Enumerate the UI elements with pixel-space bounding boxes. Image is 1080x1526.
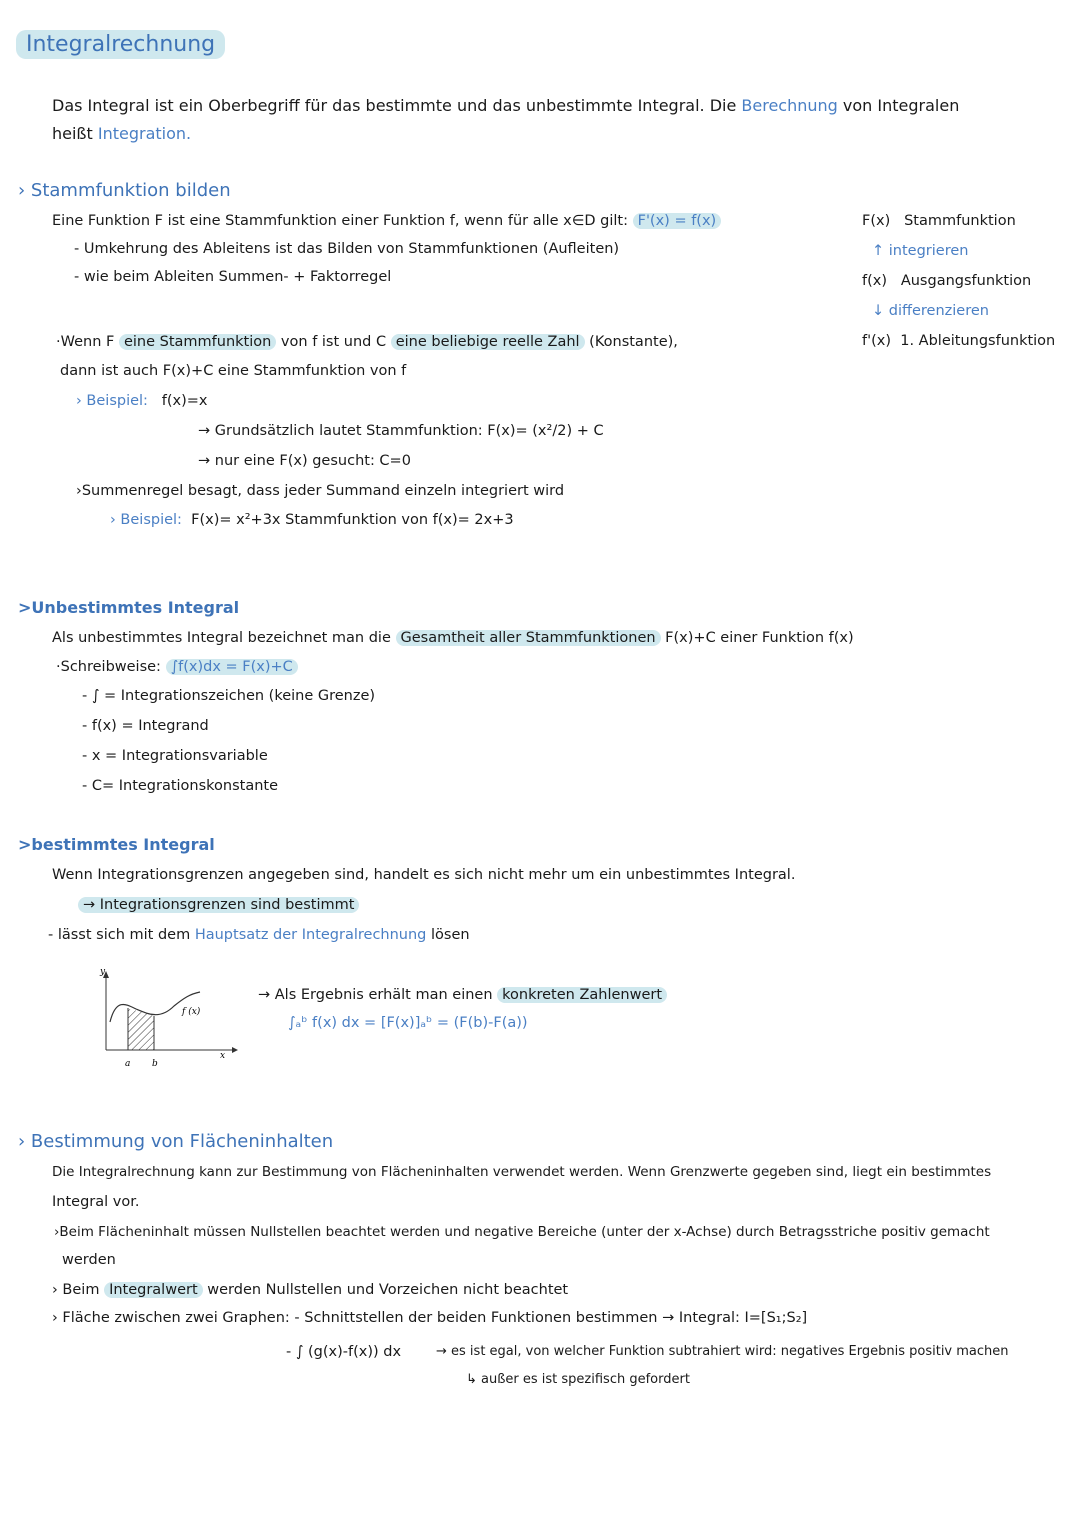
bound-b-label: b <box>152 1059 158 1069</box>
highlight-reelle-zahl: eine beliebige reelle Zahl <box>391 334 585 350</box>
unbestimmt-notation: ·Schreibweise: ∫f(x)dx = F(x)+C <box>56 658 298 676</box>
flaeche-note-1: → es ist egal, von welcher Funktion subtrahiert wird: negatives Ergebnis positiv machen <box>436 1344 1009 1359</box>
bestimmt-line-1: Wenn Integrationsgrenzen angegeben sind, handelt es sich nicht mehr um ein unbestimmtes Integral. <box>52 867 796 883</box>
highlight-stammfunktion: eine Stammfunktion <box>119 334 276 350</box>
section-heading-flaeche: › Bestimmung von Flächeninhalten <box>18 1131 334 1152</box>
example-label: › Beispiel: <box>110 512 182 528</box>
example-label: › Beispiel: <box>76 393 148 409</box>
sidebar-row-integrieren: ↑ integrieren <box>872 243 969 259</box>
flaeche-line-4: werden <box>62 1252 116 1268</box>
heading-text: bestimmtes Integral <box>31 835 215 854</box>
highlight-integralwert: Integralwert <box>104 1282 203 1298</box>
text: Wenn F <box>60 334 119 350</box>
stamm-constant-line-1: ·Wenn F eine Stammfunktion von f ist und C eine beliebige reelle Zahl (Konstante), <box>56 334 678 350</box>
bestimmt-line-3 <box>48 926 470 944</box>
label: Beispiel: <box>120 512 182 528</box>
text: - lässt sich mit dem <box>48 927 195 943</box>
stamm-example-2 <box>110 511 514 529</box>
heading-text: Unbestimmtes Integral <box>31 598 240 617</box>
sidebar-row-ausgangsfunktion <box>862 272 1031 290</box>
fn: f(x) <box>862 273 887 289</box>
flaeche-formula: - ∫ (g(x)-f(x)) dx <box>286 1344 402 1360</box>
heading-text: Stammfunktion bilden <box>30 180 231 201</box>
text: F(x)+C einer Funktion f(x) <box>660 630 854 646</box>
text: von f ist und C <box>276 334 391 350</box>
section-heading-stammfunktion: › Stammfunktion bilden <box>18 180 231 201</box>
intro-term-integration: Integration. <box>97 124 192 143</box>
intro-text: Das Integral ist ein Oberbegriff für das bestimmte und das unbestimmte Integral. Die <box>52 96 742 115</box>
bestimmt-result <box>258 986 667 1004</box>
label: 1. Ableitungsfunktion <box>900 333 1056 349</box>
example-text: F(x)= x²+3x Stammfunktion von f(x)= 2x+3 <box>191 512 514 528</box>
text: Beim <box>62 1282 105 1298</box>
list-item: - C= Integrationskonstante <box>82 778 279 794</box>
text: Als unbestimmtes Integral bezeichnet man die <box>52 630 396 646</box>
fn: f'(x) <box>862 333 891 349</box>
unbestimmt-definition <box>52 629 854 647</box>
highlight-gesamtheit: Gesamtheit aller Stammfunktionen <box>396 630 661 646</box>
hauptsatz-term: Hauptsatz der Integralrechnung <box>194 927 427 943</box>
flaeche-line-5: › Beim Integralwert werden Nullstellen und Vorzeichen nicht beachtet <box>52 1282 569 1298</box>
x-axis-arrow <box>232 1047 238 1053</box>
stamm-example <box>76 392 208 410</box>
example-function: f(x)=x <box>161 393 208 409</box>
flaeche-line-6: › Fläche zwischen zwei Graphen: - Schnittstellen der beiden Funktionen bestimmen → Integral: I=[S₁;S₂] <box>52 1310 808 1326</box>
section-heading-unbestimmt: >Unbestimmtes Integral <box>18 598 240 617</box>
y-label: y <box>100 967 106 977</box>
flaeche-line-1: Die Integralrechnung kann zur Bestimmung von Flächeninhalten verwendet werden. Wenn Grenzwerte gegeben sind, liegt ein bestimmtes <box>52 1164 992 1180</box>
label: Beispiel: <box>86 393 148 409</box>
text: Fläche zwischen zwei Graphen: - Schnittstellen der beiden Funktionen bestimmen → Integral: I=[S₁;S₂] <box>62 1310 808 1326</box>
list-item: - ∫ = Integrationszeichen (keine Grenze) <box>82 688 376 704</box>
flaeche-note-2: ↳ außer es ist spezifisch gefordert <box>466 1372 690 1387</box>
section-heading-bestimmt: >bestimmtes Integral <box>18 835 215 854</box>
intro-line-1 <box>52 96 959 116</box>
curve-label: f (x) <box>182 1007 201 1017</box>
notation-formula: ∫f(x)dx = F(x)+C <box>166 659 298 675</box>
integral-graph <box>92 962 242 1072</box>
highlight-zahlenwert: konkreten Zahlenwert <box>497 987 667 1003</box>
sidebar-row-differenzieren: ↓ differenzieren <box>872 303 989 319</box>
flaeche-line-3: ›Beim Flächeninhalt müssen Nullstellen beachtet werden und negative Bereiche (unter der x-Achse) durch Betragsstriche positiv gemacht <box>54 1224 990 1240</box>
list-item: - f(x) = Integrand <box>82 718 209 734</box>
label: Stammfunktion <box>904 213 1016 229</box>
def-formula: F'(x) = f(x) <box>633 213 722 229</box>
list-item: - x = Integrationsvariable <box>82 748 268 764</box>
bestimmt-formula: ∫ₐᵇ f(x) dx = [F(x)]ₐᵇ = (F(b)-F(a)) <box>288 1015 528 1031</box>
text: werden Nullstellen und Vorzeichen nicht beachtet <box>202 1282 569 1298</box>
fn: F(x) <box>862 213 891 229</box>
flaeche-line-2: Integral vor. <box>52 1194 140 1210</box>
stamm-example-result-2: → nur eine F(x) gesucht: C=0 <box>198 453 411 469</box>
page-title: Integralrechnung <box>16 30 225 59</box>
intro-text: heißt <box>52 124 98 143</box>
stamm-example-result-1: → Grundsätzlich lautet Stammfunktion: F(x)= (x²/2) + C <box>198 423 604 439</box>
def-text: Eine Funktion F ist eine Stammfunktion einer Funktion f, wenn für alle x∈D gilt: <box>52 213 628 229</box>
intro-text: von Integralen <box>837 96 960 115</box>
bestimmt-line-2 <box>78 896 359 914</box>
text: → Als Ergebnis erhält man einen <box>258 987 498 1003</box>
text: Summenregel besagt, dass jeder Summand einzeln integriert wird <box>81 483 565 499</box>
label: Ausgangsfunktion <box>900 273 1032 289</box>
text: (Konstante), <box>584 334 678 350</box>
heading-text: Bestimmung von Flächeninhalten <box>30 1131 334 1152</box>
bound-a-label: a <box>125 1059 131 1069</box>
sidebar-row-stammfunktion <box>862 212 1016 230</box>
x-label: x <box>220 1051 226 1061</box>
stamm-bullet-1: - Umkehrung des Ableitens ist das Bilden von Stammfunktionen (Aufleiten) <box>74 241 620 257</box>
sidebar-row-ableitung <box>862 332 1055 350</box>
stamm-bullet-2: - wie beim Ableiten Summen- + Faktorregel <box>74 269 392 285</box>
intro-line-2 <box>52 124 191 144</box>
highlight-grenzen: → Integrationsgrenzen sind bestimmt <box>78 897 359 913</box>
text: Beim Flächeninhalt müssen Nullstellen beachtet werden und negative Bereiche (unter der x-Achse) durch Betragsstriche positiv gemacht <box>59 1224 990 1240</box>
stamm-definition <box>52 212 721 230</box>
summenregel: ›Summenregel besagt, dass jeder Summand einzeln integriert wird <box>76 483 565 499</box>
intro-term-berechnung: Berechnung <box>741 96 838 115</box>
stamm-constant-line-2: dann ist auch F(x)+C eine Stammfunktion von f <box>60 363 407 379</box>
label: Schreibweise: <box>60 659 161 675</box>
text: lösen <box>426 927 470 943</box>
